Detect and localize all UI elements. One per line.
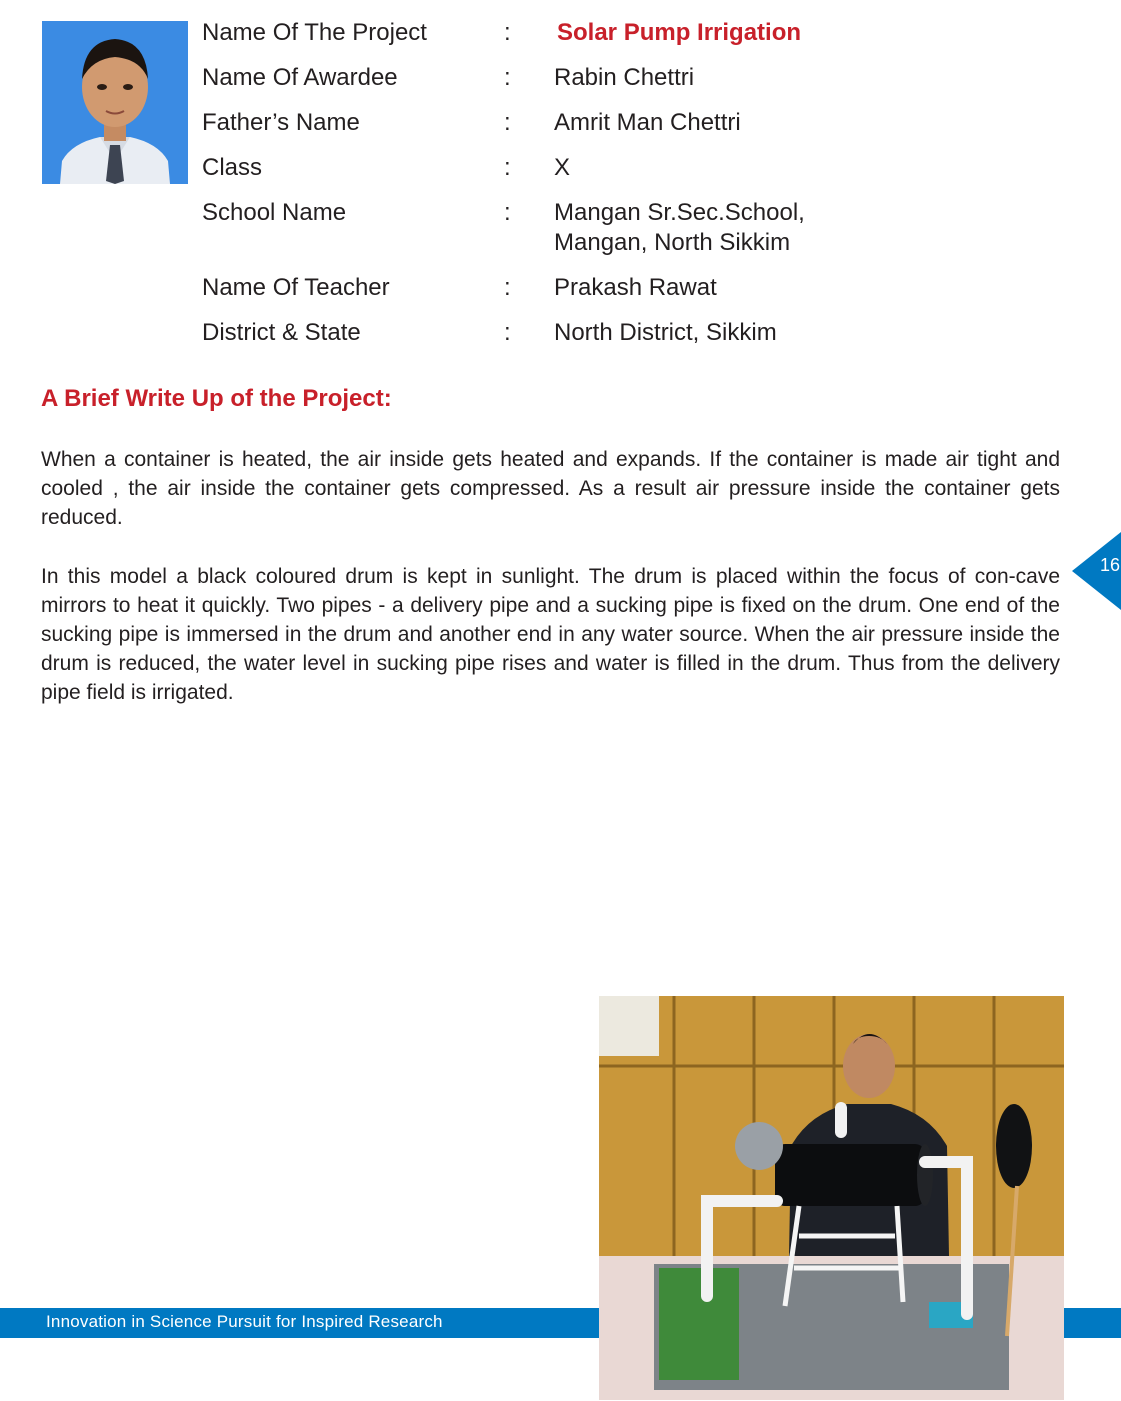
detail-label: Name Of Teacher [202,274,390,301]
writeup-paragraph: When a container is heated, the air inside gets heated and expands. If the container is made air tight and cooled , the air inside the container gets compressed. As a result air pressure inside the container gets reduced. [41,448,1060,529]
detail-row-awardee [202,63,1082,93]
detail-value: Amrit Man Chettri [554,109,741,136]
writeup-paragraph: In this model a black coloured drum is kept in sunlight. The drum is placed within the focus of con-cave mirrors to heat it quickly. Two pipes - a delivery pipe and a sucking pipe is fixed on the drum. One end of the sucking pipe is immersed in the drum and another end in any water source. When the air pressure inside the drum is reduced, the water level in sucking pipe rises and water is filled in the drum. Thus from the delivery pipe field is irrigated. [41,565,1060,704]
project-model-photo [599,996,1064,1400]
project-details [202,18,1082,363]
detail-label: School Name [202,199,347,226]
detail-value: Rabin Chettri [554,64,695,91]
detail-row-teacher [202,273,1082,303]
detail-separator: : [504,109,511,136]
detail-label: Father’s Name [202,109,360,136]
detail-row-project-name [202,18,1082,48]
detail-row-district-state [202,318,1082,348]
detail-label: Name Of The Project [202,19,427,46]
detail-label: District & State [202,319,361,346]
detail-separator: : [504,19,511,46]
detail-row-father-name [202,108,1082,138]
writeup-heading: A Brief Write Up of the Project: [41,385,392,412]
awardee-portrait [42,21,188,184]
page-number: 16 [1100,555,1121,575]
detail-separator: : [504,274,511,301]
detail-separator: : [504,319,511,346]
detail-separator: : [504,154,511,181]
detail-label: Name Of Awardee [202,64,398,91]
detail-separator: : [504,199,511,226]
detail-value: North District, Sikkim [554,319,777,346]
detail-row-school [202,198,1082,258]
detail-row-class [202,153,1082,183]
detail-value: Prakash Rawat [554,274,717,301]
detail-value: X [554,154,571,181]
detail-label: Class [202,154,263,181]
detail-separator: : [504,64,511,91]
project-title: Solar Pump Irrigation [557,19,802,46]
footer-tagline: Innovation in Science Pursuit for Inspired Research [46,1312,443,1331]
detail-value: Mangan Sr.Sec.School, Mangan, North Sikkim [554,199,805,256]
